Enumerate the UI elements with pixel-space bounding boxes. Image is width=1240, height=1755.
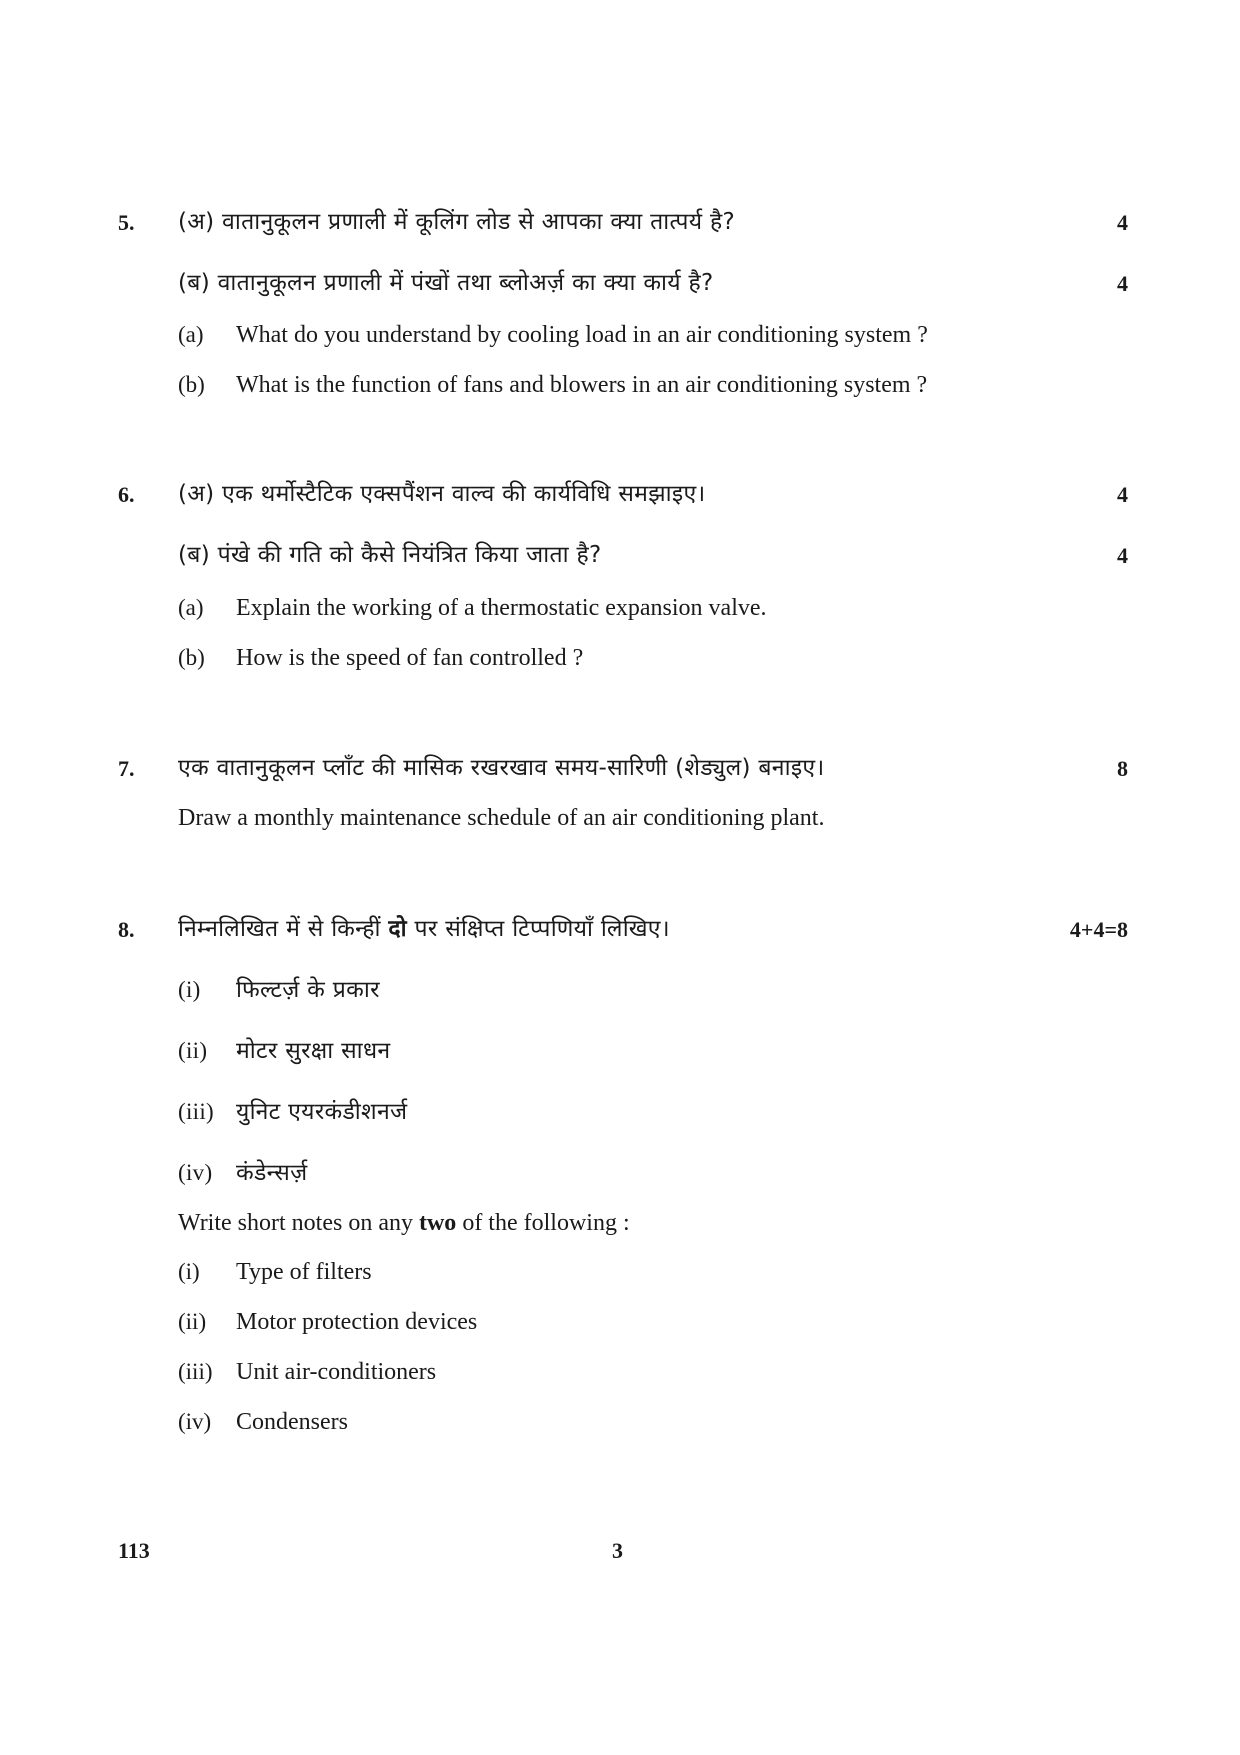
item-text: Unit air-conditioners [236, 1359, 437, 1385]
english-item [178, 1259, 372, 1286]
part-text: What is the function of fans and blowers in an air conditioning system ? [236, 372, 928, 398]
english-instruction [178, 1210, 630, 1237]
marks: 4 [1117, 543, 1128, 568]
part-text: एक थर्मोस्टैटिक एक्सपैंशन वाल्व की कार्यविधि समझाइए। [222, 481, 706, 507]
question-number: 7. [118, 756, 135, 781]
question-number: 8. [118, 917, 135, 942]
part-text: Explain the working of a thermostatic expansion valve. [236, 595, 767, 621]
english-part-b [178, 372, 927, 399]
instruction-pre: Write short notes on any [178, 1210, 413, 1236]
hindi-part-a [178, 204, 735, 236]
hindi-item [178, 1033, 390, 1065]
item-text: Motor protection devices [236, 1309, 478, 1335]
english-item [178, 1409, 348, 1436]
part-text: वातानुकूलन प्रणाली में पंखों तथा ब्लोअर्ज़ का क्या कार्य है? [217, 270, 714, 296]
instruction-pre: निम्नलिखित में से किन्हीं [178, 916, 381, 942]
question-number: 5. [118, 210, 135, 235]
item-text: कंडेन्सर्ज़ [236, 1160, 308, 1186]
part-label: (b) [178, 645, 205, 670]
item-label: (ii) [178, 1309, 207, 1334]
marks: 8 [1117, 756, 1128, 781]
item-text: मोटर सुरक्षा साधन [236, 1038, 391, 1064]
english-item [178, 1309, 477, 1336]
hindi-part-b [178, 265, 714, 297]
part-text: पंखे की गति को कैसे नियंत्रित किया जाता है? [217, 542, 602, 568]
english-item [178, 1359, 436, 1386]
item-label: (iv) [178, 1160, 213, 1185]
english-part-a [178, 595, 767, 622]
part-text: वातानुकूलन प्रणाली में कूलिंग लोड से आपका क्या तात्पर्य है? [222, 209, 735, 235]
item-text: Type of filters [236, 1259, 372, 1285]
marks: 4 [1117, 210, 1128, 235]
item-text: फिल्टर्ज़ के प्रकार [236, 977, 380, 1003]
part-label: (अ) [178, 209, 215, 235]
hindi-text: एक वातानुकूलन प्लाँट की मासिक रखरखाव समय-सारिणी (शेड्युल) बनाइए। [178, 755, 825, 781]
instruction-bold: two [418, 1210, 457, 1236]
instruction-bold: दो [388, 916, 407, 942]
part-label: (b) [178, 372, 205, 397]
part-label: (ब) [178, 270, 210, 296]
item-label: (i) [178, 1259, 200, 1284]
part-label: (ब) [178, 542, 210, 568]
marks: 4 [1117, 271, 1128, 296]
item-label: (iii) [178, 1359, 213, 1384]
part-label: (अ) [178, 481, 215, 507]
part-text: How is the speed of fan controlled ? [236, 645, 584, 671]
english-part-a [178, 322, 928, 349]
item-label: (i) [178, 977, 201, 1002]
english-text: Draw a monthly maintenance schedule of an air conditioning plant. [178, 805, 825, 831]
hindi-item [178, 1094, 407, 1126]
marks: 4 [1117, 482, 1128, 507]
part-text: What do you understand by cooling load in an air conditioning system ? [236, 322, 928, 348]
paper-code: 113 [118, 1538, 150, 1563]
part-label: (a) [178, 322, 204, 347]
instruction-post: of the following : [462, 1210, 630, 1236]
item-label: (iv) [178, 1409, 212, 1434]
item-text: युनिट एयरकंडीशनर्ज [236, 1099, 408, 1125]
page-number: 3 [612, 1538, 623, 1563]
hindi-item [178, 1155, 308, 1187]
item-label: (ii) [178, 1038, 208, 1063]
question-number: 6. [118, 482, 135, 507]
item-text: Condensers [236, 1409, 348, 1435]
hindi-item [178, 972, 380, 1004]
part-label: (a) [178, 595, 204, 620]
english-part-b [178, 645, 583, 672]
hindi-part-b [178, 537, 602, 569]
item-label: (iii) [178, 1099, 214, 1124]
instruction-post: पर संक्षिप्त टिप्पणियाँ लिखिए। [414, 916, 670, 942]
hindi-part-a [178, 476, 706, 508]
marks: 4+4=8 [1069, 917, 1128, 942]
hindi-instruction [178, 911, 670, 943]
